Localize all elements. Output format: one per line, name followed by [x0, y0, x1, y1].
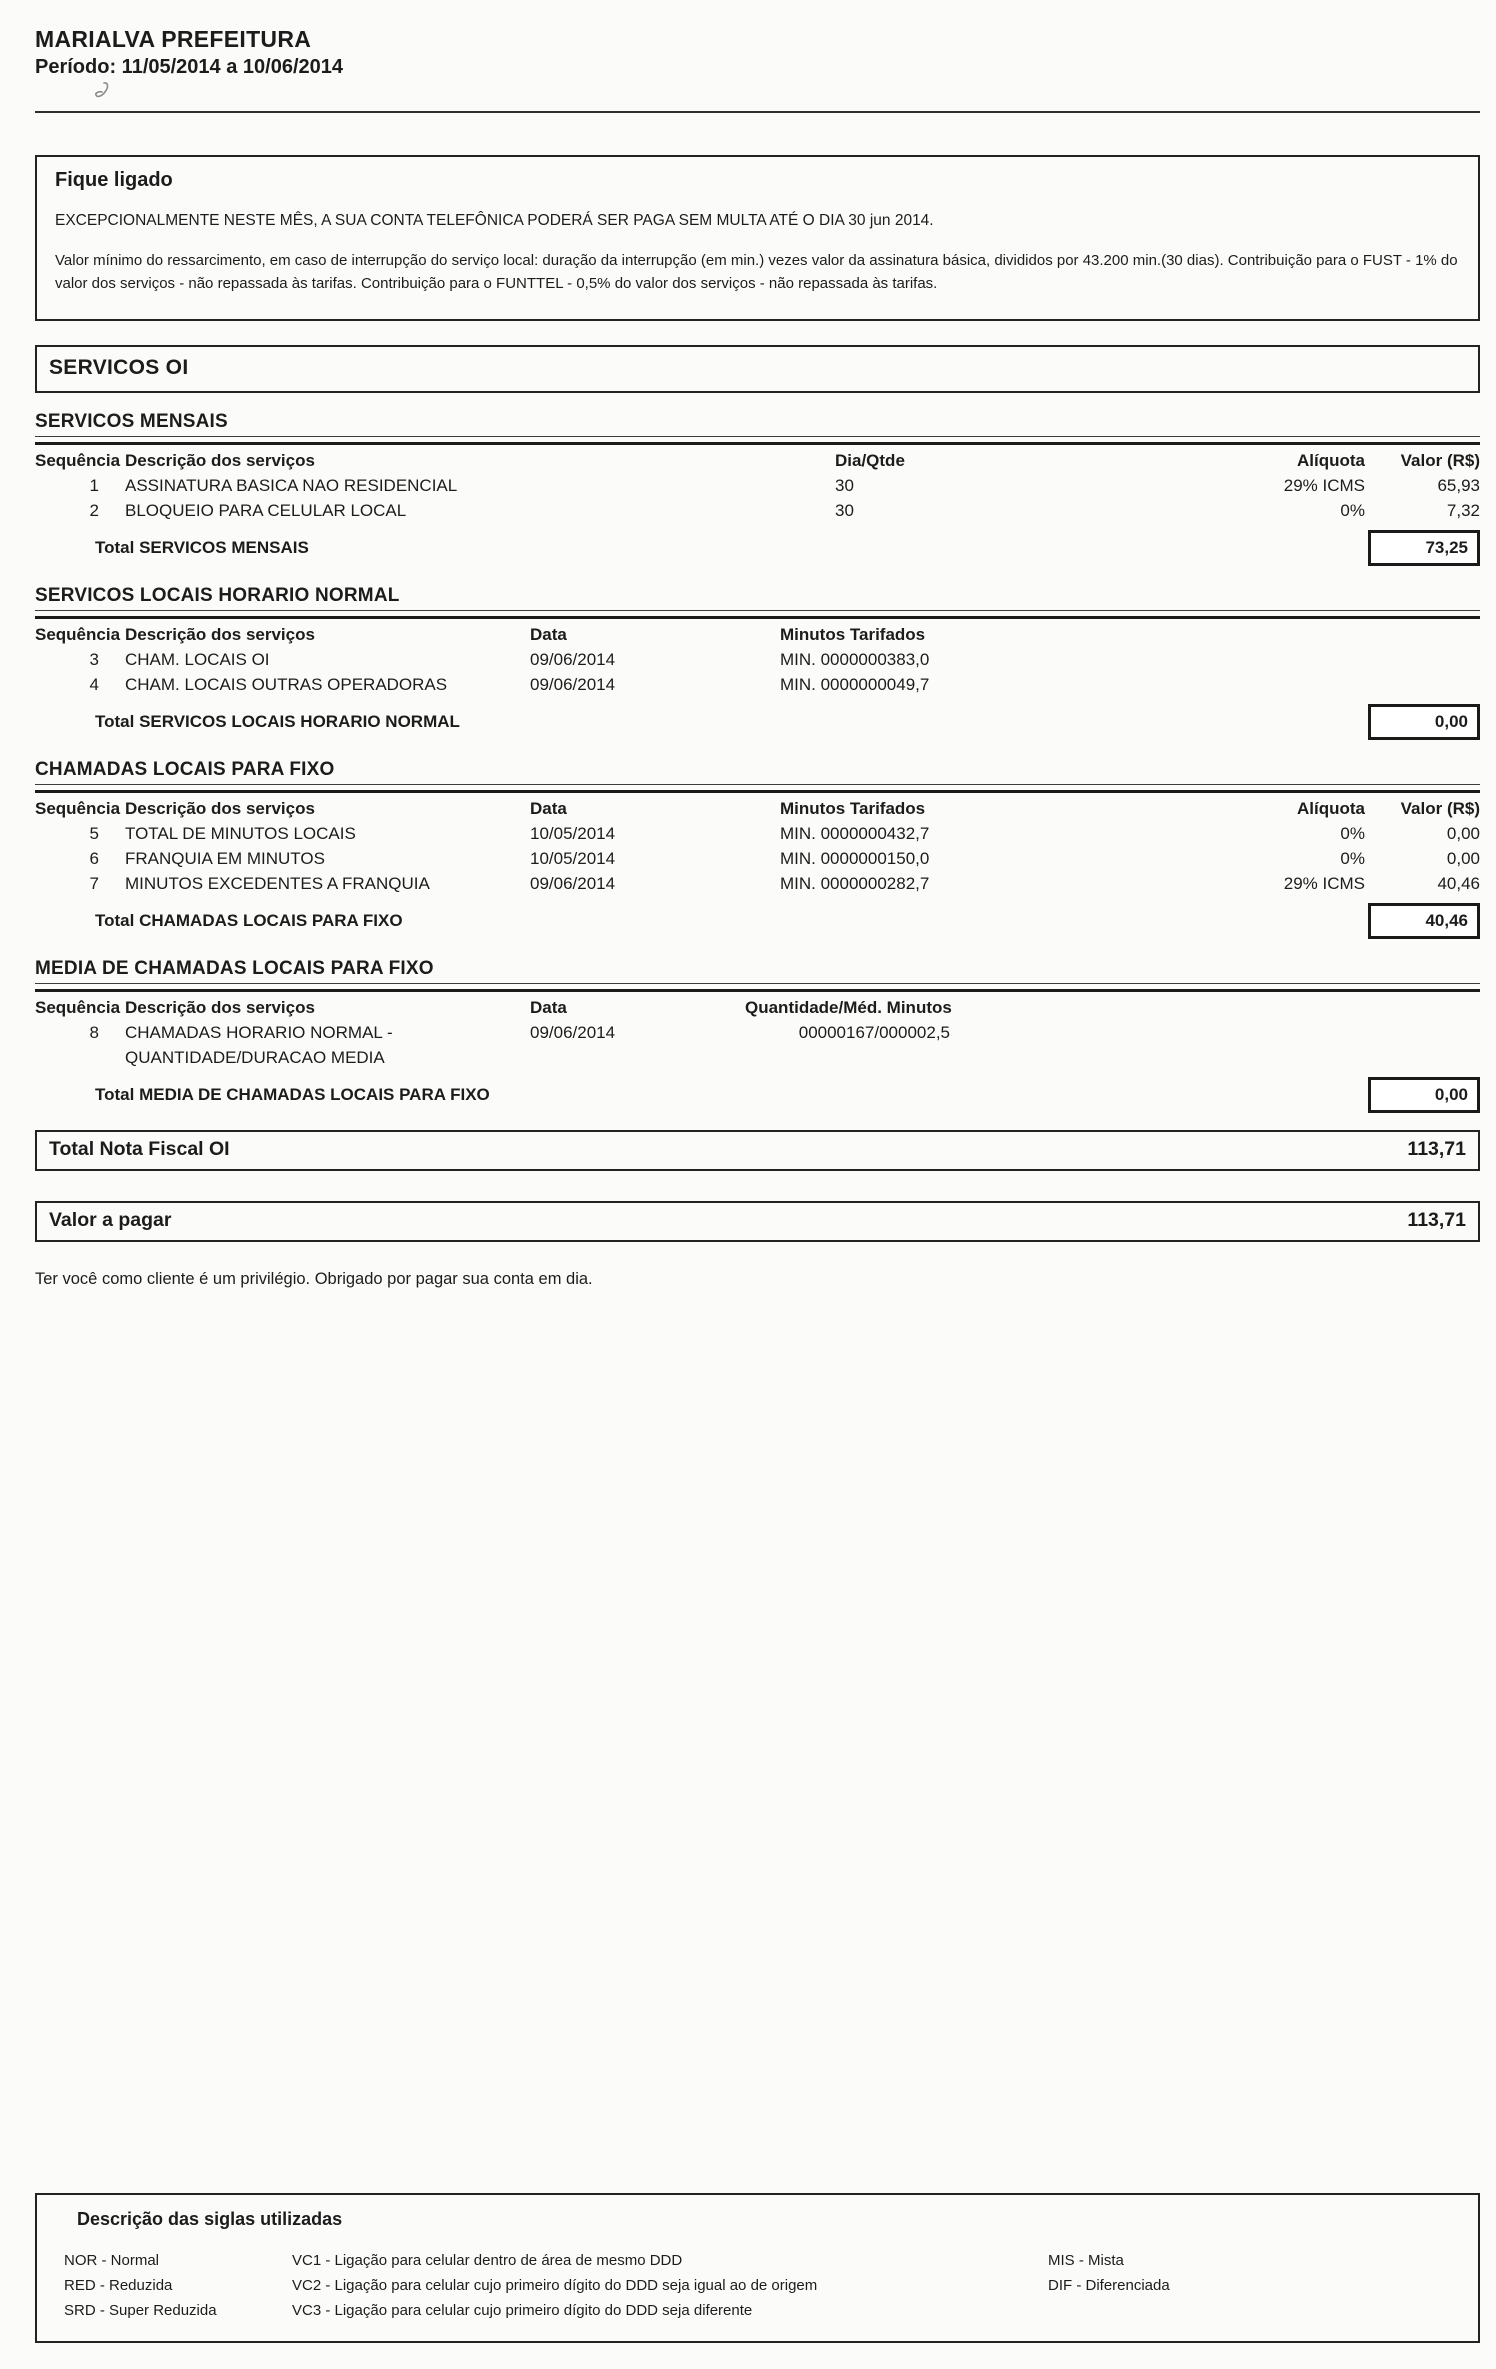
sigla-item: VC3 - Ligação para celular cujo primeiro dígito do DDD seja diferente [292, 2302, 753, 2319]
section-title: SERVICOS MENSAIS [35, 411, 1480, 437]
cell-seq: 7 [89, 874, 99, 893]
valor-a-pagar-value: 113,71 [1407, 1209, 1466, 1231]
cell-valor: 0,00 [1446, 824, 1480, 843]
cell-minutos: MIN. 0000000432,7 [780, 824, 930, 843]
section-total-label: Total MEDIA DE CHAMADAS LOCAIS PARA FIXO [95, 1085, 490, 1104]
section-title: SERVICOS LOCAIS HORARIO NORMAL [35, 585, 1480, 611]
cell-data: 09/06/2014 [530, 874, 616, 893]
section-total-value: 40,46 [1368, 903, 1480, 939]
table-row [35, 846, 1480, 871]
table-header [35, 989, 1480, 1020]
section-chamadas-fixo [35, 759, 1480, 940]
cell-aliquota: 0% [1340, 824, 1365, 843]
siglas-column-2 [292, 2248, 1048, 2323]
col-header-sequencia: Sequência [35, 799, 121, 818]
cell-minutos: MIN. 0000000383,0 [780, 650, 930, 669]
siglas-box [35, 2193, 1480, 2343]
cell-aliquota: 0% [1340, 849, 1365, 868]
col-header-descricao: Descrição dos serviços [125, 998, 315, 1017]
cell-minutos: MIN. 0000000150,0 [780, 849, 930, 868]
notice-exceptional-message: EXCEPCIONALMENTE NESTE MÊS, A SUA CONTA TELEFÔNICA PODERÁ SER PAGA SEM MULTA ATÉ O DIA 30 jun 2014. [55, 212, 934, 229]
section-total-label: Total SERVICOS LOCAIS HORARIO NORMAL [95, 712, 460, 731]
section-total-value: 73,25 [1368, 530, 1480, 566]
cell-seq: 6 [89, 849, 99, 868]
cell-desc: ASSINATURA BASICA NAO RESIDENCIAL [125, 476, 458, 495]
total-nota-fiscal-row [35, 1130, 1480, 1171]
section-servicos-mensais [35, 411, 1480, 567]
cell-seq: 3 [89, 650, 99, 669]
col-header-valor: Valor (R$) [1400, 451, 1480, 470]
cell-seq: 5 [89, 824, 99, 843]
table-row [35, 1020, 1480, 1045]
col-header-dia-qtde: Dia/Qtde [835, 451, 905, 470]
section-total-row [35, 902, 1480, 940]
section-total-row [35, 1076, 1480, 1114]
col-header-data: Data [530, 799, 567, 818]
section-servicos-locais [35, 585, 1480, 741]
cell-desc-line2: QUANTIDADE/DURACAO MEDIA [125, 1048, 385, 1067]
section-total-value: 0,00 [1368, 704, 1480, 740]
col-header-aliquota: Alíquota [1297, 799, 1365, 818]
sigla-item: NOR - Normal [64, 2252, 160, 2269]
table-row [35, 473, 1480, 498]
sigla-item: SRD - Super Reduzida [64, 2302, 217, 2319]
col-header-data: Data [530, 625, 567, 644]
total-nota-fiscal-value: 113,71 [1407, 1138, 1466, 1160]
cell-valor: 0,00 [1446, 849, 1480, 868]
cell-quantidade: 00000167/000002,5 [798, 1023, 950, 1042]
notice-legal-message: Valor mínimo do ressarcimento, em caso de interrupção do serviço local: duração da interrupção (em min.) vezes valor da assinatura básica, divididos por 43.200 min.(30 dias). Contribuição para o FUST - 1% do valor dos serviços - não repassada às tarifas. Contribuição para o FUNTTEL - 0,5% do valor dos serviços - não repassada às tarifas. [55, 252, 1458, 292]
sigla-item: DIF - Diferenciada [1048, 2277, 1170, 2294]
col-header-minutos: Minutos Tarifados [780, 625, 926, 644]
siglas-title: Descrição das siglas utilizadas [77, 2209, 343, 2229]
cell-aliquota: 29% ICMS [1283, 476, 1365, 495]
customer-name: MARIALVA PREFEITURA [35, 26, 312, 52]
cell-minutos: MIN. 0000000282,7 [780, 874, 930, 893]
table-row [35, 647, 1480, 672]
cell-aliquota: 29% ICMS [1283, 874, 1365, 893]
col-header-sequencia: Sequência [35, 998, 121, 1017]
cell-data: 10/05/2014 [530, 849, 616, 868]
cell-desc: FRANQUIA EM MINUTOS [125, 849, 325, 868]
total-nota-fiscal-label: Total Nota Fiscal OI [49, 1138, 230, 1160]
section-total-row [35, 529, 1480, 567]
table-row [35, 1045, 1480, 1070]
col-header-minutos: Minutos Tarifados [780, 799, 926, 818]
table-header [35, 616, 1480, 647]
section-title: MEDIA DE CHAMADAS LOCAIS PARA FIXO [35, 958, 1480, 984]
section-total-label: Total CHAMADAS LOCAIS PARA FIXO [95, 911, 403, 930]
table-header [35, 790, 1480, 821]
sigla-item: VC2 - Ligação para celular cujo primeiro dígito do DDD seja igual ao de origem [292, 2277, 818, 2294]
col-header-sequencia: Sequência [35, 451, 121, 470]
cell-desc: CHAM. LOCAIS OUTRAS OPERADORAS [125, 675, 448, 694]
cell-data: 09/06/2014 [530, 650, 616, 669]
table-header [35, 442, 1480, 473]
col-header-descricao: Descrição dos serviços [125, 799, 315, 818]
cell-aliquota: 0% [1340, 501, 1365, 520]
col-header-valor: Valor (R$) [1400, 799, 1480, 818]
table-row [35, 871, 1480, 896]
siglas-column-1 [64, 2248, 292, 2323]
cell-valor: 65,93 [1437, 476, 1480, 495]
cell-desc: CHAMADAS HORARIO NORMAL - [125, 1023, 393, 1042]
cell-seq: 1 [89, 476, 99, 495]
billing-period: Período: 11/05/2014 a 10/06/2014 [35, 56, 343, 78]
cell-valor: 40,46 [1437, 874, 1480, 893]
cell-desc: CHAM. LOCAIS OI [125, 650, 270, 669]
cell-seq: 8 [89, 1023, 99, 1042]
cell-desc: MINUTOS EXCEDENTES A FRANQUIA [125, 874, 430, 893]
cell-seq: 2 [89, 501, 99, 520]
siglas-grid [64, 2248, 1478, 2323]
valor-a-pagar-row [35, 1201, 1480, 1242]
provider-banner: SERVICOS OI [35, 345, 1480, 393]
sigla-item: MIS - Mista [1048, 2252, 1124, 2269]
cell-valor: 7,32 [1446, 501, 1480, 520]
col-header-descricao: Descrição dos serviços [125, 625, 315, 644]
notice-box [35, 155, 1480, 321]
sigla-item: VC1 - Ligação para celular dentro de área de mesmo DDD [292, 2252, 683, 2269]
cell-desc: TOTAL DE MINUTOS LOCAIS [125, 824, 356, 843]
table-row [35, 821, 1480, 846]
cell-data: 09/06/2014 [530, 1023, 616, 1042]
cell-data: 10/05/2014 [530, 824, 616, 843]
table-row [35, 498, 1480, 523]
col-header-descricao: Descrição dos serviços [125, 451, 315, 470]
cell-data: 09/06/2014 [530, 675, 616, 694]
table-row [35, 672, 1480, 697]
section-total-value: 0,00 [1368, 1077, 1480, 1113]
section-title: CHAMADAS LOCAIS PARA FIXO [35, 759, 1480, 785]
col-header-sequencia: Sequência [35, 625, 121, 644]
closing-message: Ter você como cliente é um privilégio. Obrigado por pagar sua conta em dia. [35, 1270, 593, 1288]
handwritten-mark [90, 81, 1480, 101]
valor-a-pagar-label: Valor a pagar [49, 1209, 172, 1231]
cell-qty: 30 [835, 501, 854, 520]
siglas-column-3 [1048, 2248, 1478, 2323]
cell-qty: 30 [835, 476, 854, 495]
header-divider [35, 111, 1480, 113]
sigla-item: RED - Reduzida [64, 2277, 173, 2294]
col-header-quantidade: Quantidade/Méd. Minutos [745, 998, 952, 1017]
cell-seq: 4 [89, 675, 99, 694]
section-media-chamadas [35, 958, 1480, 1114]
cell-desc: BLOQUEIO PARA CELULAR LOCAL [125, 501, 407, 520]
cell-minutos: MIN. 0000000049,7 [780, 675, 930, 694]
col-header-data: Data [530, 998, 567, 1017]
notice-title: Fique ligado [55, 169, 173, 191]
section-total-row [35, 703, 1480, 741]
col-header-aliquota: Alíquota [1297, 451, 1365, 470]
section-total-label: Total SERVICOS MENSAIS [95, 538, 309, 557]
